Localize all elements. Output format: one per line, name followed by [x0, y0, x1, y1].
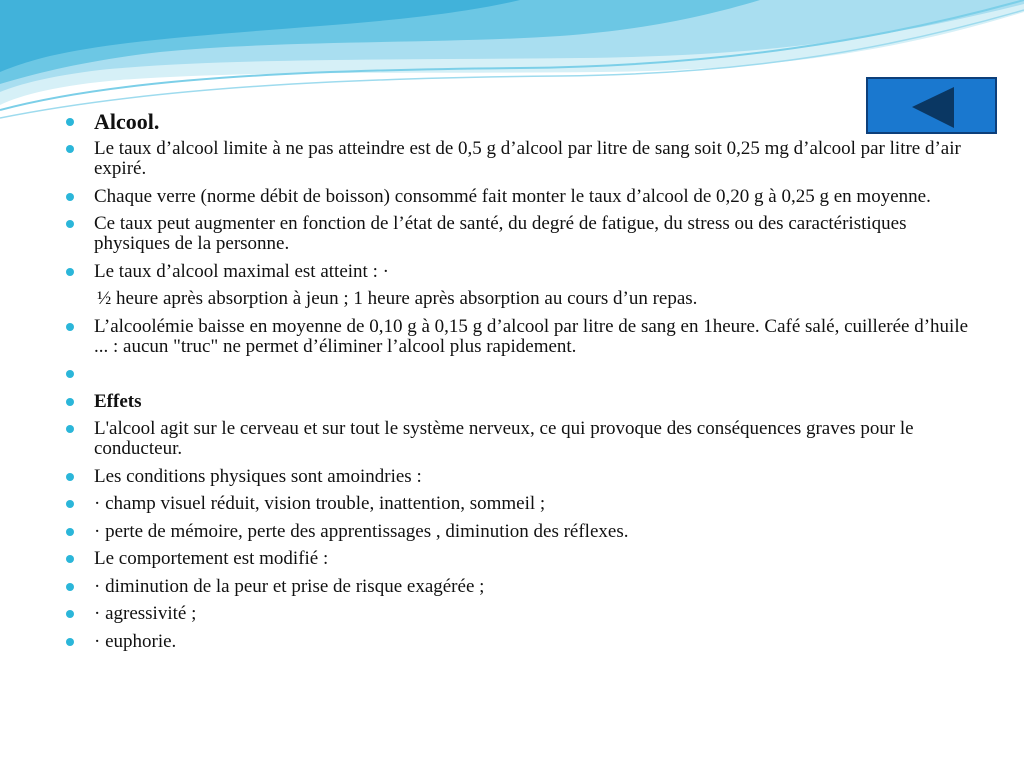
bullet-item: Ce taux peut augmenter en fonction de l’état de santé, du degré de fatigue, du stress ou des caractéristiques physiques de la personne.: [94, 214, 974, 254]
bullet-item: Effets: [94, 392, 974, 412]
bullet-item: · perte de mémoire, perte des apprentissages , diminution des réflexes.: [94, 522, 974, 542]
bullet-item: · euphorie.: [94, 632, 974, 652]
bullet-item: Le comportement est modifié :: [94, 549, 974, 569]
bullet-item: ½ heure après absorption à jeun ; 1 heure après absorption au cours d’un repas.: [97, 288, 698, 309]
bullet-item: Le taux d’alcool limite à ne pas atteindre est de 0,5 g d’alcool par litre de sang soit 0,25 mg d’alcool par litre d’air expiré.: [94, 139, 974, 179]
bullet-item: L'alcool agit sur le cerveau et sur tout le système nerveux, ce qui provoque des conséquences graves pour le conducteur.: [94, 419, 974, 459]
bullet-item: L’alcoolémie baisse en moyenne de 0,10 g à 0,15 g d’alcool par litre de sang en 1heure. Café salé, cuillerée d’huile ... : aucun "truc" ne permet d’éliminer l’alcool plus rapidement.: [94, 317, 974, 357]
bullet-item: · diminution de la peur et prise de risque exagérée ;: [94, 577, 974, 597]
bullet-item: Les conditions physiques sont amoindries :: [94, 467, 974, 487]
bullet-item: [94, 364, 974, 384]
bullet-item: Chaque verre (norme débit de boisson) consommé fait monter le taux d’alcool de 0,20 g à 0,25 g en moyenne.: [94, 187, 974, 207]
bullet-item: Le taux d’alcool maximal est atteint : ·: [94, 262, 974, 282]
bullet-item: · agressivité ;: [94, 604, 974, 624]
bullet-item: · champ visuel réduit, vision trouble, inattention, sommeil ;: [94, 494, 974, 514]
bullet-item: Alcool.: [94, 110, 974, 134]
slide-content: [94, 110, 974, 659]
